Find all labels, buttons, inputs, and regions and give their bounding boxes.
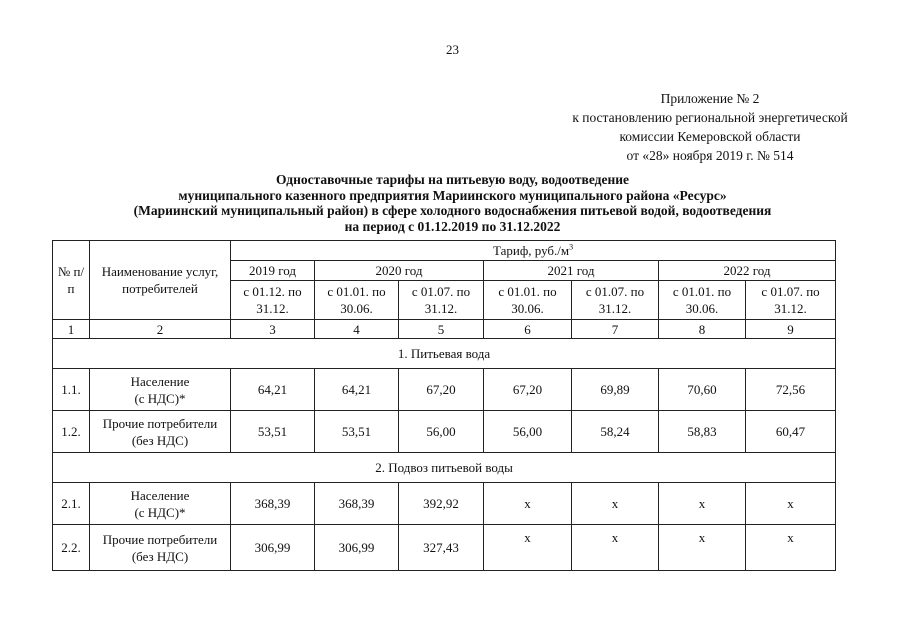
- page-number: 23: [446, 42, 459, 57]
- column-index: 1: [53, 320, 90, 339]
- row-value: 67,20: [399, 369, 484, 411]
- row-name: Население (с НДС)*: [90, 483, 231, 525]
- row-value: х: [484, 525, 572, 571]
- appendix-line: от «28» ноября 2019 г. № 514: [626, 148, 794, 163]
- column-index: 6: [484, 320, 572, 339]
- header-year: 2021 год: [484, 261, 659, 281]
- appendix-header: [540, 89, 880, 165]
- appendix-line: Приложение № 2: [660, 91, 760, 106]
- header-period: с 01.12. по 31.12.: [231, 281, 315, 320]
- row-value: 69,89: [572, 369, 659, 411]
- row-value: 72,56: [746, 369, 836, 411]
- row-num: 1.1.: [53, 369, 90, 411]
- header-period: с 01.07. по 31.12.: [399, 281, 484, 320]
- column-index: 9: [746, 320, 836, 339]
- section-title: 2. Подвоз питьевой воды: [53, 453, 836, 483]
- row-value: 53,51: [315, 411, 399, 453]
- row-name: Прочие потребители (без НДС): [90, 411, 231, 453]
- header-period: с 01.01. по 30.06.: [659, 281, 746, 320]
- column-index: 4: [315, 320, 399, 339]
- column-index-row: [53, 320, 836, 339]
- section-title: 1. Питьевая вода: [53, 339, 836, 369]
- document-title: [40, 172, 865, 234]
- row-value: 392,92: [399, 483, 484, 525]
- header-name: Наименование услуг, потребителей: [90, 241, 231, 320]
- header-year: 2022 год: [659, 261, 836, 281]
- header-year: 2019 год: [231, 261, 315, 281]
- row-value: 64,21: [231, 369, 315, 411]
- row-value: 58,83: [659, 411, 746, 453]
- tariff-table: [52, 240, 836, 571]
- row-value: х: [746, 525, 836, 571]
- row-value: 58,24: [572, 411, 659, 453]
- row-name: Прочие потребители (без НДС): [90, 525, 231, 571]
- row-num: 2.1.: [53, 483, 90, 525]
- column-index: 3: [231, 320, 315, 339]
- row-value: х: [484, 483, 572, 525]
- row-value: 67,20: [484, 369, 572, 411]
- row-value: 70,60: [659, 369, 746, 411]
- appendix-line: комиссии Кемеровской области: [619, 129, 801, 144]
- column-index: 5: [399, 320, 484, 339]
- table-row: [53, 411, 836, 453]
- row-value: 306,99: [315, 525, 399, 571]
- row-value: 306,99: [231, 525, 315, 571]
- table-row: [53, 369, 836, 411]
- header-period: с 01.07. по 31.12.: [746, 281, 836, 320]
- table-row: [53, 483, 836, 525]
- column-index: 2: [90, 320, 231, 339]
- row-value: х: [659, 483, 746, 525]
- title-line: (Мариинский муниципальный район) в сфере холодного водоснабжения питьевой водой, водоотведения: [133, 203, 772, 218]
- row-value: х: [659, 525, 746, 571]
- row-value: 56,00: [484, 411, 572, 453]
- table-row: [53, 525, 836, 571]
- row-value: 368,39: [315, 483, 399, 525]
- row-value: 53,51: [231, 411, 315, 453]
- header-period: с 01.01. по 30.06.: [484, 281, 572, 320]
- row-value: 368,39: [231, 483, 315, 525]
- row-value: х: [746, 483, 836, 525]
- row-value: 60,47: [746, 411, 836, 453]
- row-num: 1.2.: [53, 411, 90, 453]
- row-value: 64,21: [315, 369, 399, 411]
- column-index: 7: [572, 320, 659, 339]
- row-value: 327,43: [399, 525, 484, 571]
- row-value: х: [572, 525, 659, 571]
- title-line: муниципального казенного предприятия Мариинского муниципального района «Ресурс»: [178, 187, 727, 203]
- appendix-line: к постановлению региональной энергетической: [572, 110, 848, 125]
- header-num: № п/п: [53, 241, 90, 320]
- title-line: на период с 01.12.2019 по 31.12.2022: [344, 218, 561, 234]
- header-tariff: Тариф, $руб./м^3$: [231, 241, 836, 261]
- column-index: 8: [659, 320, 746, 339]
- row-value: 56,00: [399, 411, 484, 453]
- header-year: 2020 год: [315, 261, 484, 281]
- row-value: х: [572, 483, 659, 525]
- header-period: с 01.07. по 31.12.: [572, 281, 659, 320]
- row-name: Население (с НДС)*: [90, 369, 231, 411]
- header-period: с 01.01. по 30.06.: [315, 281, 399, 320]
- title-line: Одноставочные тарифы на питьевую воду, водоотведение: [275, 172, 630, 187]
- row-num: 2.2.: [53, 525, 90, 571]
